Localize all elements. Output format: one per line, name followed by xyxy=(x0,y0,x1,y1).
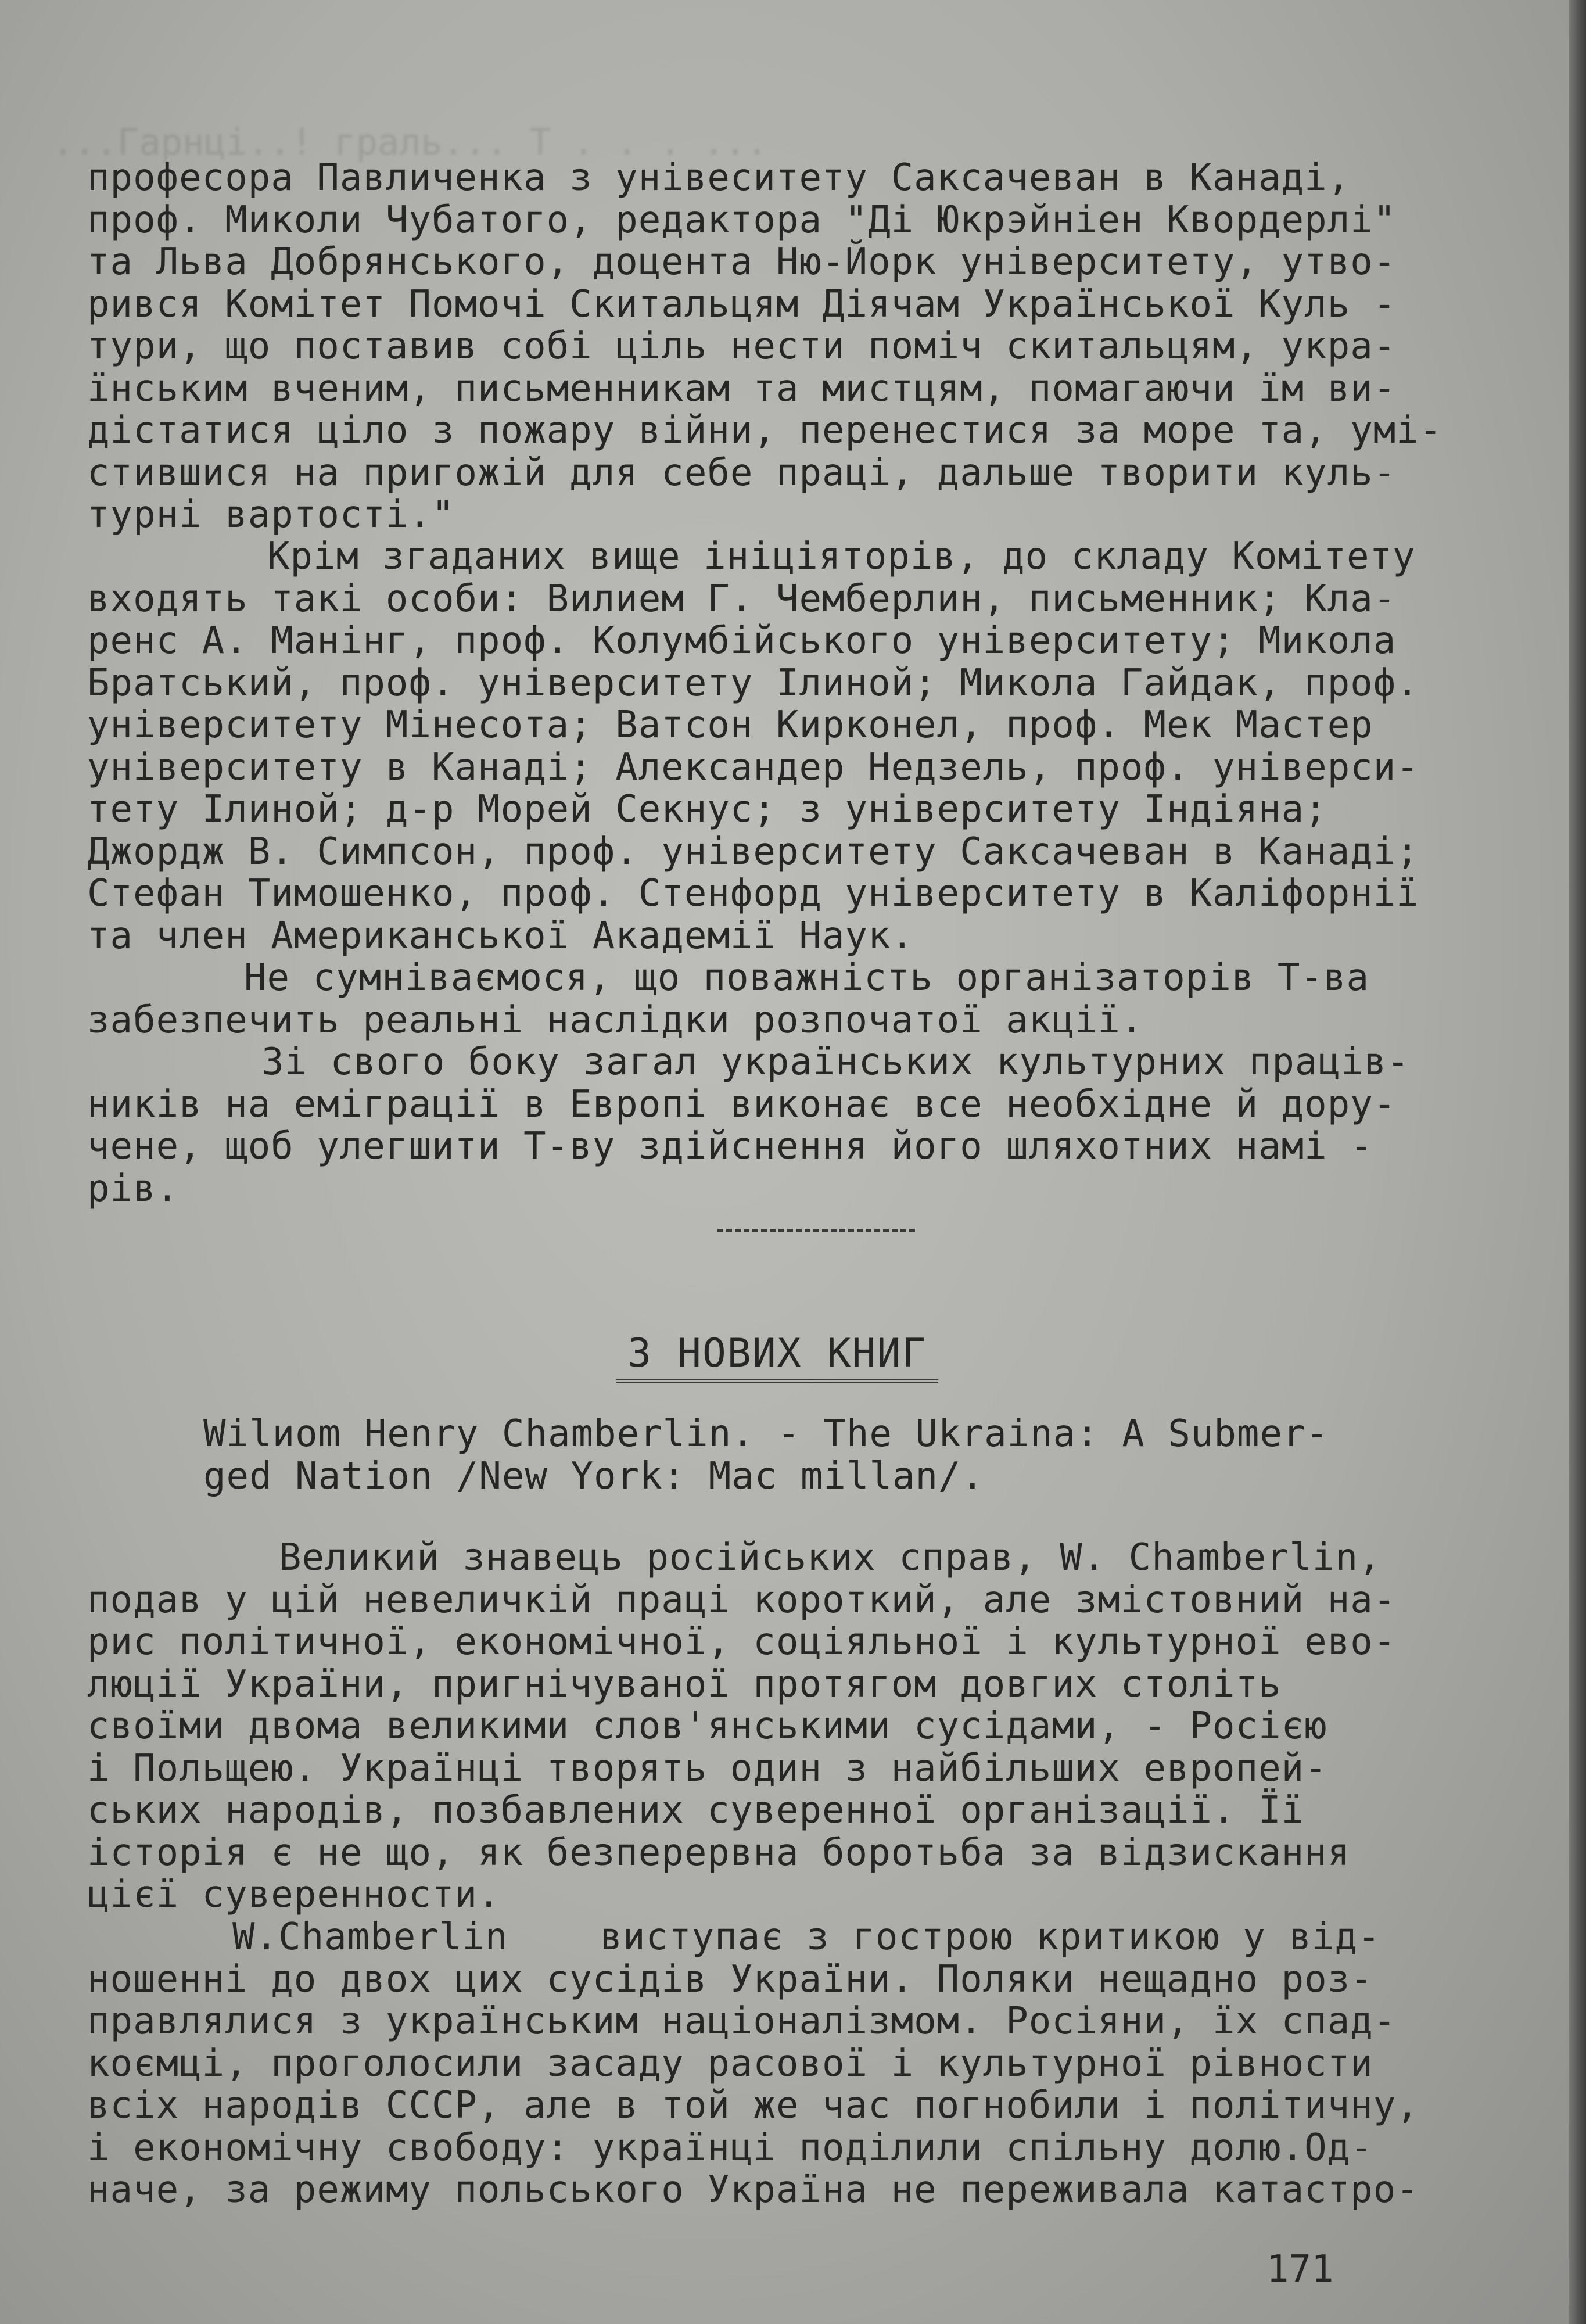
text-line: ників на еміграції в Европі виконає все необхідне й дору- xyxy=(87,1082,1397,1126)
text-line: і економічну свободу: українці поділили спільну долю.Од- xyxy=(87,2126,1373,2169)
page-edge-shadow xyxy=(1569,0,1586,2324)
paragraph-emigration-support xyxy=(87,1041,1522,1210)
text-line: та член Американської Академії Наук. xyxy=(87,914,914,957)
text-line: ських народів, позбавлених суверенної організації. Її xyxy=(87,1789,1305,1832)
text-line: їнським вченим, письменникам та мистцям, помагаючи їм ви- xyxy=(87,367,1397,410)
text-line: чене, щоб улегшити Т-ву здійснення його шляхотних намі - xyxy=(87,1125,1373,1168)
paragraph-committee-formation xyxy=(87,157,1522,536)
text-line: входять такі особи: Вилием Г. Чемберлин, письменник; Кла- xyxy=(87,577,1397,621)
text-line: Зі свого боку загал українських культурних праців- xyxy=(261,1041,1410,1084)
text-line: W.Chamberlin виступає з гострою критикою у від- xyxy=(232,1916,1381,1959)
text-line: рів. xyxy=(87,1167,180,1210)
text-line: своїми двома великими слов'янськими сусідами, - Росією xyxy=(87,1705,1327,1748)
text-line: забезпечить реальні наслідки розпочатої акції. xyxy=(87,998,1144,1042)
text-line: стившися на пригожій для себе праці, дальше творити куль- xyxy=(87,451,1397,494)
text-line: рився Комітет Помочі Скитальцям Діячам Української Куль - xyxy=(87,282,1397,326)
paragraph-confidence xyxy=(87,957,1522,1041)
bleed-through-text xyxy=(52,23,1505,174)
text-line: ренс А. Манінг, проф. Колумбійського університету; Микола xyxy=(87,619,1397,662)
text-line: люції України, пригнічуваної протягом довгих століть xyxy=(87,1662,1282,1706)
text-line: коємці, проголосили засаду расової і культурної рівности xyxy=(87,2042,1373,2085)
text-line: проф. Миколи Чубатого, редактора "Ді Юкрэйніен Квордерлі" xyxy=(87,198,1397,242)
book-citation xyxy=(87,1413,1522,1497)
text-line: університету Мінесота; Ватсон Кирконел, проф. Мек Мастер xyxy=(87,704,1373,747)
page-number: 171 xyxy=(1266,2248,1334,2291)
text-line: дістатися ціло з пожару війни, перенестися за море та, умі- xyxy=(87,409,1443,452)
paragraph-committee-members xyxy=(87,536,1522,957)
text-line: університету в Канаді; Александер Недзель, проф. універси- xyxy=(87,745,1419,789)
text-line: і Польщею. Українці творять один з найбільших европей- xyxy=(87,1746,1327,1790)
bleed-line: ...Гарнці..! граль... Т . . . ... xyxy=(52,121,768,163)
review-paragraph xyxy=(87,1916,1522,2211)
text-line: турні вартості." xyxy=(87,493,455,536)
text-line: рис політичної, економічної, соціяльної і культурної ево- xyxy=(87,1620,1397,1663)
text-line: Джордж В. Симпсон, проф. університету Саксачеван в Канаді; xyxy=(87,830,1419,873)
text-line: тури, що поставив собі ціль нести поміч скитальцям, укра- xyxy=(87,325,1397,368)
text-line: історія є не що, як безперервна боротьба за відзискання xyxy=(87,1831,1351,1874)
text-line: Крім згаданих вище ініціяторів, до складу Комітету xyxy=(267,535,1416,578)
text-line: Не сумніваємося, що поважність організаторів Т-ва xyxy=(244,956,1370,999)
text-line: ged Nation /New York: Mac millan/. xyxy=(203,1454,985,1498)
review-paragraph xyxy=(87,1537,1522,1916)
text-line: наче, за режиму польського Україна не переживала катастро- xyxy=(87,2168,1419,2211)
text-line: Wilиom Henry Chamberlin. - The Ukraina: A Submer- xyxy=(203,1412,1329,1455)
text-line: професора Павличенка з унівеситету Саксачеван в Канаді, xyxy=(87,156,1351,199)
text-line: та Льва Добрянського, доцента Ню-Йорк університету, утво- xyxy=(87,241,1397,284)
section-heading: З НОВИХ КНИГ xyxy=(616,1330,938,1383)
text-line: подав у цій невеличкій праці короткий, але змістовний на- xyxy=(87,1578,1397,1622)
text-line: цієї суверенности. xyxy=(87,1873,501,1916)
text-line: правлялися з українським націоналізмом. Росіяни, їх спад- xyxy=(87,2000,1397,2043)
text-line: Великий знавець російських справ, W. Chamberlin, xyxy=(279,1536,1382,1579)
text-line: ношенні до двох цих сусідів України. Поляки нещадно роз- xyxy=(87,1957,1373,2001)
text-line: всіх народів СССР, але в той же час погнобили і політичну, xyxy=(87,2084,1419,2127)
text-line: тету Ілиной; д-р Морей Секнус; з університету Індіяна; xyxy=(87,788,1327,831)
section-divider xyxy=(717,1229,915,1235)
text-line: Стефан Тимошенко, проф. Стенфорд університету в Каліфорнії xyxy=(87,872,1419,915)
text-line: Братський, проф. університету Ілиной; Микола Гайдак, проф. xyxy=(87,661,1419,705)
